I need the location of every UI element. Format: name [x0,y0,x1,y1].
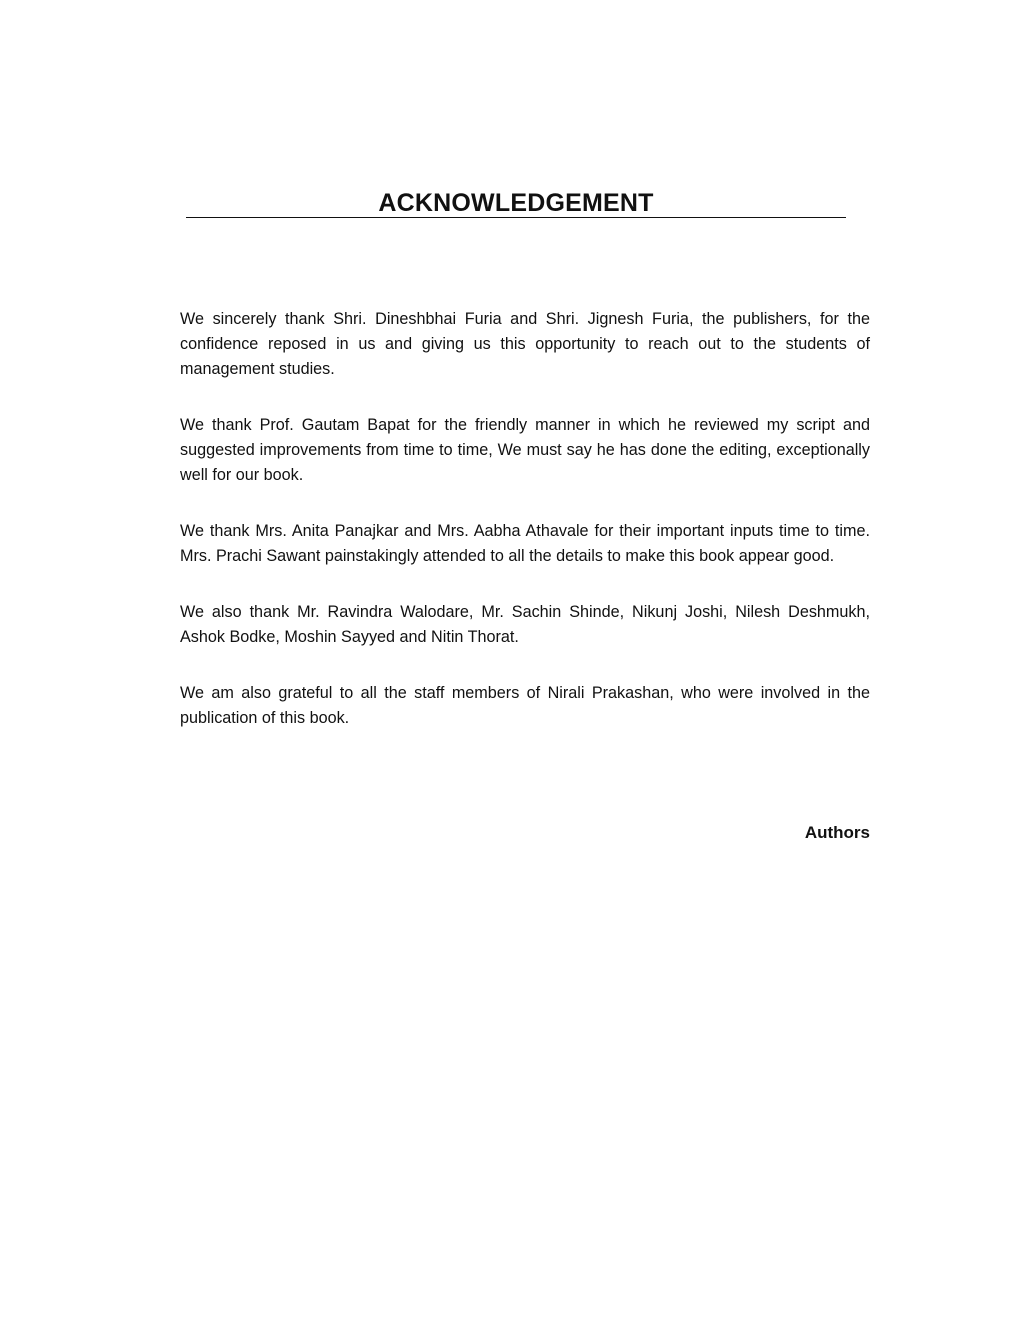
page-title: ACKNOWLEDGEMENT [378,189,654,217]
page-heading-block [186,186,846,220]
acknowledgement-body [180,307,870,762]
paragraph-contributors: We thank Mrs. Anita Panajkar and Mrs. Aabha Athavale for their important inputs time to time. Mrs. Prachi Sawant painstakingly attended to all the details to make this book appear good. [180,522,870,565]
paragraph-publishers: We sincerely thank Shri. Dineshbhai Furia and Shri. Jignesh Furia, the publishers, for the confidence reposed in us and giving us this opportunity to reach out to the students of management studies. [180,310,870,378]
paragraph-staff: We am also grateful to all the staff members of Nirali Prakashan, who were involved in the publication of this book. [180,684,870,727]
authors-signature: Authors [804,823,870,842]
paragraph-reviewer: We thank Prof. Gautam Bapat for the friendly manner in which he reviewed my script and suggested improvements from time to time, We must say he has done the editing, exceptionally well for our book. [180,416,870,484]
paragraph-additional-thanks: We also thank Mr. Ravindra Walodare, Mr. Sachin Shinde, Nikunj Joshi, Nilesh Deshmukh, Ashok Bodke, Moshin Sayyed and Nitin Thorat. [180,603,870,646]
title-underline [186,217,846,218]
